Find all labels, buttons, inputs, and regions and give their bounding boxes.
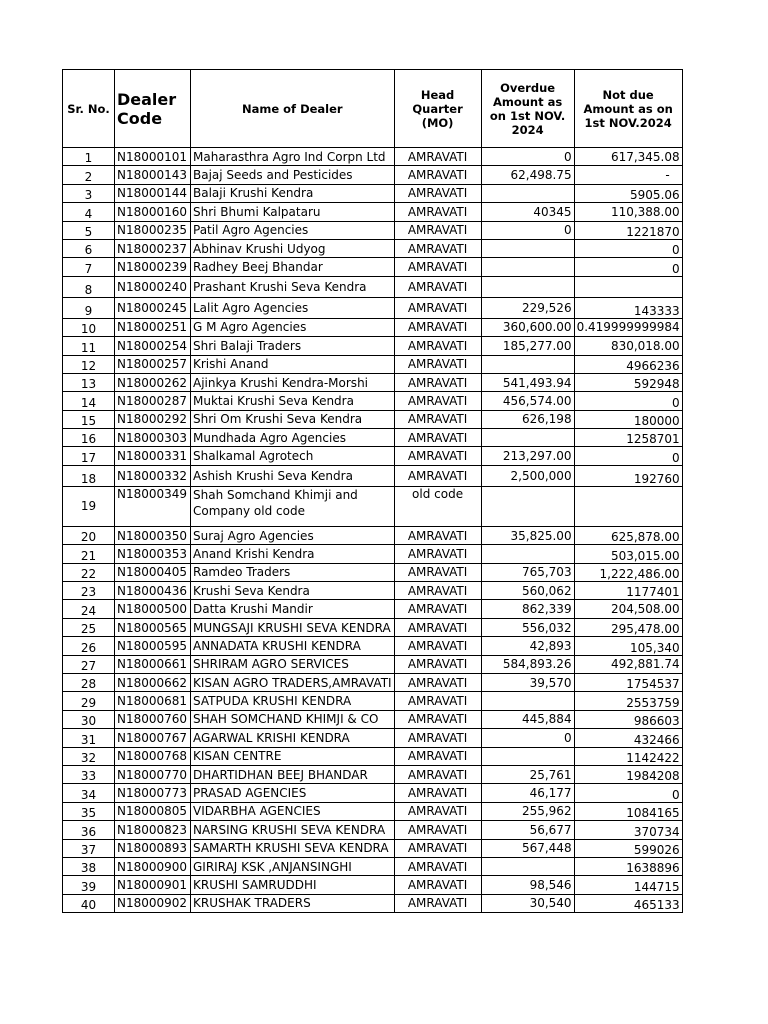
dealer-name-cell: SHRIRAM AGRO SERVICES xyxy=(191,655,395,673)
sr-no-cell: 5 xyxy=(63,221,115,239)
head-quarter-cell: AMRAVATI xyxy=(394,618,481,636)
not-due-amount-cell: 0 xyxy=(574,447,682,465)
head-quarter-cell: AMRAVATI xyxy=(394,637,481,655)
head-quarter-cell: AMRAVATI xyxy=(394,465,481,486)
not-due-amount-cell: 1984208 xyxy=(574,765,682,783)
sr-no-cell: 24 xyxy=(63,600,115,618)
table-row xyxy=(63,802,683,820)
table-row xyxy=(63,392,683,410)
sr-no-cell: 6 xyxy=(63,239,115,257)
not-due-amount-cell: 1177401 xyxy=(574,582,682,600)
overdue-amount-cell: 35,825.00 xyxy=(481,526,574,544)
dealer-code-cell: N18000767 xyxy=(115,729,191,747)
dealer-code-cell: N18000595 xyxy=(115,637,191,655)
sr-no-cell: 31 xyxy=(63,729,115,747)
table-row xyxy=(63,563,683,581)
dealer-code-cell: N18000823 xyxy=(115,821,191,839)
table-row xyxy=(63,148,683,166)
dealer-name-cell: Shri Om Krushi Seva Kendra xyxy=(191,410,395,428)
dealer-code-cell: N18000257 xyxy=(115,355,191,373)
head-quarter-cell: AMRAVATI xyxy=(394,600,481,618)
overdue-amount-cell xyxy=(481,857,574,875)
table-row xyxy=(63,276,683,297)
head-quarter-cell: AMRAVATI xyxy=(394,239,481,257)
head-quarter-cell: AMRAVATI xyxy=(394,337,481,355)
table-row xyxy=(63,655,683,673)
dealer-code-cell: N18000902 xyxy=(115,894,191,912)
not-due-amount-cell: 0 xyxy=(574,258,682,276)
sr-no-cell: 13 xyxy=(63,373,115,391)
not-due-amount-cell: 295,478.00 xyxy=(574,618,682,636)
dealer-name-cell: Shri Bhumi Kalpataru xyxy=(191,203,395,221)
dealer-code-cell: N18000237 xyxy=(115,239,191,257)
overdue-amount-cell xyxy=(481,258,574,276)
dealer-code-cell: N18000681 xyxy=(115,692,191,710)
dealer-code-cell: N18000353 xyxy=(115,545,191,563)
overdue-amount-cell xyxy=(481,239,574,257)
head-quarter-cell: AMRAVATI xyxy=(394,692,481,710)
dealer-name-cell: Muktai Krushi Seva Kendra xyxy=(191,392,395,410)
overdue-amount-cell xyxy=(481,486,574,526)
dealer-code-cell: N18000760 xyxy=(115,710,191,728)
table-row xyxy=(63,673,683,691)
head-quarter-cell: AMRAVATI xyxy=(394,710,481,728)
not-due-amount-cell: 617,345.08 xyxy=(574,148,682,166)
dealer-code-cell: N18000900 xyxy=(115,857,191,875)
overdue-amount-cell xyxy=(481,276,574,297)
sr-no-cell: 23 xyxy=(63,582,115,600)
sr-no-cell: 19 xyxy=(63,486,115,526)
head-quarter-cell: AMRAVATI xyxy=(394,545,481,563)
dealer-code-cell: N18000331 xyxy=(115,447,191,465)
dealer-code-cell: N18000436 xyxy=(115,582,191,600)
not-due-amount-cell: 986603 xyxy=(574,710,682,728)
head-quarter-cell: AMRAVATI xyxy=(394,747,481,765)
sr-no-cell: 8 xyxy=(63,276,115,297)
overdue-amount-cell: 765,703 xyxy=(481,563,574,581)
dealer-name-cell: NARSING KRUSHI SEVA KENDRA xyxy=(191,821,395,839)
sr-no-cell: 27 xyxy=(63,655,115,673)
dealer-name-cell: SAMARTH KRUSHI SEVA KENDRA xyxy=(191,839,395,857)
overdue-amount-cell: 445,884 xyxy=(481,710,574,728)
table-row xyxy=(63,429,683,447)
sr-no-cell: 30 xyxy=(63,710,115,728)
overdue-amount-cell xyxy=(481,355,574,373)
head-quarter-cell: AMRAVATI xyxy=(394,410,481,428)
table-row xyxy=(63,857,683,875)
table-row xyxy=(63,184,683,202)
sr-no-cell: 7 xyxy=(63,258,115,276)
dealer-name-cell: MUNGSAJI KRUSHI SEVA KENDRA xyxy=(191,618,395,636)
dealer-name-cell: G M Agro Agencies xyxy=(191,318,395,336)
dealer-code-cell: N18000805 xyxy=(115,802,191,820)
dealer-name-cell: Lalit Agro Agencies xyxy=(191,297,395,318)
dealer-code-cell: N18000303 xyxy=(115,429,191,447)
not-due-amount-cell: 432466 xyxy=(574,729,682,747)
overdue-amount-cell: 39,570 xyxy=(481,673,574,691)
overdue-amount-cell: 2,500,000 xyxy=(481,465,574,486)
dealer-code-cell: N18000262 xyxy=(115,373,191,391)
table-row xyxy=(63,373,683,391)
dealer-code-cell: N18000768 xyxy=(115,747,191,765)
overdue-amount-cell: 25,761 xyxy=(481,765,574,783)
dealer-code-cell: N18000143 xyxy=(115,166,191,184)
not-due-amount-cell: 0 xyxy=(574,392,682,410)
dealer-name-cell: Krushi Seva Kendra xyxy=(191,582,395,600)
not-due-amount-cell: 204,508.00 xyxy=(574,600,682,618)
not-due-amount-cell: 0 xyxy=(574,784,682,802)
not-due-amount-cell xyxy=(574,486,682,526)
overdue-amount-cell: 30,540 xyxy=(481,894,574,912)
not-due-amount-cell: 1638896 xyxy=(574,857,682,875)
sr-no-cell: 14 xyxy=(63,392,115,410)
head-quarter-cell: AMRAVATI xyxy=(394,729,481,747)
dealer-name-cell: KISAN CENTRE xyxy=(191,747,395,765)
sr-no-cell: 18 xyxy=(63,465,115,486)
dealer-code-cell: N18000770 xyxy=(115,765,191,783)
dealer-name-cell: ANNADATA KRUSHI KENDRA xyxy=(191,637,395,655)
not-due-amount-cell: 503,015.00 xyxy=(574,545,682,563)
table-row xyxy=(63,258,683,276)
overdue-amount-cell: 62,498.75 xyxy=(481,166,574,184)
head-quarter-cell: AMRAVATI xyxy=(394,582,481,600)
dealer-code-cell: N18000160 xyxy=(115,203,191,221)
head-quarter-cell: old code xyxy=(394,486,481,526)
not-due-amount-cell: 370734 xyxy=(574,821,682,839)
table-row xyxy=(63,765,683,783)
table-row xyxy=(63,729,683,747)
sr-no-cell: 34 xyxy=(63,784,115,802)
head-quarter-cell: AMRAVATI xyxy=(394,821,481,839)
header-not-due-amount: Not due Amount as on 1st NOV.2024 xyxy=(574,70,682,148)
table-row xyxy=(63,486,683,526)
overdue-amount-cell: 185,277.00 xyxy=(481,337,574,355)
sr-no-cell: 15 xyxy=(63,410,115,428)
not-due-amount-cell: 110,388.00 xyxy=(574,203,682,221)
not-due-amount-cell: 143333 xyxy=(574,297,682,318)
sr-no-cell: 3 xyxy=(63,184,115,202)
overdue-amount-cell xyxy=(481,429,574,447)
not-due-amount-cell: 105,340 xyxy=(574,637,682,655)
head-quarter-cell: AMRAVATI xyxy=(394,184,481,202)
header-overdue-amount: Overdue Amount as on 1st NOV. 2024 xyxy=(481,70,574,148)
table-row xyxy=(63,784,683,802)
dealer-code-cell: N18000292 xyxy=(115,410,191,428)
sr-no-cell: 36 xyxy=(63,821,115,839)
not-due-amount-cell: 465133 xyxy=(574,894,682,912)
not-due-amount-cell: 1,222,486.00 xyxy=(574,563,682,581)
dealer-name-cell: Abhinav Krushi Udyog xyxy=(191,239,395,257)
head-quarter-cell: AMRAVATI xyxy=(394,429,481,447)
head-quarter-cell: AMRAVATI xyxy=(394,857,481,875)
dealer-code-cell: N18000332 xyxy=(115,465,191,486)
table-row xyxy=(63,297,683,318)
overdue-amount-cell: 584,893.26 xyxy=(481,655,574,673)
table-row xyxy=(63,203,683,221)
table-row xyxy=(63,410,683,428)
head-quarter-cell: AMRAVATI xyxy=(394,297,481,318)
overdue-amount-cell: 560,062 xyxy=(481,582,574,600)
dealer-name-cell: Bajaj Seeds and Pesticides xyxy=(191,166,395,184)
table-row xyxy=(63,876,683,894)
not-due-amount-cell: 1754537 xyxy=(574,673,682,691)
head-quarter-cell: AMRAVATI xyxy=(394,876,481,894)
sr-no-cell: 40 xyxy=(63,894,115,912)
sr-no-cell: 21 xyxy=(63,545,115,563)
dealer-name-cell: VIDARBHA AGENCIES xyxy=(191,802,395,820)
dealer-code-cell: N18000240 xyxy=(115,276,191,297)
sr-no-cell: 32 xyxy=(63,747,115,765)
header-head-quarter: Head Quarter (MO) xyxy=(394,70,481,148)
dealer-name-cell: Shalkamal Agrotech xyxy=(191,447,395,465)
dealer-name-cell: Shri Balaji Traders xyxy=(191,337,395,355)
sr-no-cell: 20 xyxy=(63,526,115,544)
dealer-name-cell: Ramdeo Traders xyxy=(191,563,395,581)
overdue-amount-cell: 456,574.00 xyxy=(481,392,574,410)
header-row xyxy=(63,70,683,148)
not-due-amount-cell: 180000 xyxy=(574,410,682,428)
table-row xyxy=(63,747,683,765)
table-row xyxy=(63,337,683,355)
head-quarter-cell: AMRAVATI xyxy=(394,166,481,184)
dealer-name-cell: Patil Agro Agencies xyxy=(191,221,395,239)
sr-no-cell: 29 xyxy=(63,692,115,710)
dealer-name-cell: GIRIRAJ KSK ,ANJANSINGHI xyxy=(191,857,395,875)
not-due-amount-cell: 1221870 xyxy=(574,221,682,239)
head-quarter-cell: AMRAVATI xyxy=(394,526,481,544)
sr-no-cell: 22 xyxy=(63,563,115,581)
dealer-name-cell: KRUSHAK TRADERS xyxy=(191,894,395,912)
sr-no-cell: 38 xyxy=(63,857,115,875)
sr-no-cell: 1 xyxy=(63,148,115,166)
sr-no-cell: 26 xyxy=(63,637,115,655)
head-quarter-cell: AMRAVATI xyxy=(394,784,481,802)
not-due-amount-cell: 592948 xyxy=(574,373,682,391)
sr-no-cell: 25 xyxy=(63,618,115,636)
dealer-code-cell: N18000251 xyxy=(115,318,191,336)
not-due-amount-cell: - xyxy=(574,166,682,184)
dealer-name-cell: Radhey Beej Bhandar xyxy=(191,258,395,276)
dealer-name-cell: KRUSHI SAMRUDDHI xyxy=(191,876,395,894)
dealer-name-cell: PRASAD AGENCIES xyxy=(191,784,395,802)
sr-no-cell: 33 xyxy=(63,765,115,783)
overdue-amount-cell xyxy=(481,184,574,202)
sr-no-cell: 35 xyxy=(63,802,115,820)
head-quarter-cell: AMRAVATI xyxy=(394,894,481,912)
table-body xyxy=(63,148,683,913)
head-quarter-cell: AMRAVATI xyxy=(394,563,481,581)
dealer-name-cell: SATPUDA KRUSHI KENDRA xyxy=(191,692,395,710)
head-quarter-cell: AMRAVATI xyxy=(394,148,481,166)
sr-no-cell: 17 xyxy=(63,447,115,465)
dealer-name-cell: KISAN AGRO TRADERS,AMRAVATI xyxy=(191,673,395,691)
header-dealer-code: Dealer Code xyxy=(115,70,191,148)
dealer-code-cell: N18000245 xyxy=(115,297,191,318)
not-due-amount-cell: 1258701 xyxy=(574,429,682,447)
table-row xyxy=(63,355,683,373)
dealer-name-cell: Suraj Agro Agencies xyxy=(191,526,395,544)
overdue-amount-cell: 229,526 xyxy=(481,297,574,318)
overdue-amount-cell xyxy=(481,692,574,710)
table-row xyxy=(63,447,683,465)
head-quarter-cell: AMRAVATI xyxy=(394,355,481,373)
dealer-code-cell: N18000901 xyxy=(115,876,191,894)
not-due-amount-cell: 4966236 xyxy=(574,355,682,373)
sr-no-cell: 2 xyxy=(63,166,115,184)
dealer-code-cell: N18000349 xyxy=(115,486,191,526)
dealer-name-cell: Shah Somchand Khimji and Company old code xyxy=(191,486,395,526)
overdue-amount-cell xyxy=(481,545,574,563)
overdue-amount-cell: 40345 xyxy=(481,203,574,221)
not-due-amount-cell: 599026 xyxy=(574,839,682,857)
sr-no-cell: 9 xyxy=(63,297,115,318)
dealer-code-cell: N18000239 xyxy=(115,258,191,276)
head-quarter-cell: AMRAVATI xyxy=(394,276,481,297)
dealer-name-cell: Krishi Anand xyxy=(191,355,395,373)
dealer-code-cell: N18000350 xyxy=(115,526,191,544)
head-quarter-cell: AMRAVATI xyxy=(394,839,481,857)
not-due-amount-cell: 2553759 xyxy=(574,692,682,710)
not-due-amount-cell: 830,018.00 xyxy=(574,337,682,355)
dealer-name-cell: Prashant Krushi Seva Kendra xyxy=(191,276,395,297)
dealer-name-cell: Maharasthra Agro Ind Corpn Ltd xyxy=(191,148,395,166)
dealer-name-cell: AGARWAL KRISHI KENDRA xyxy=(191,729,395,747)
not-due-amount-cell: 0.419999999984 xyxy=(574,318,682,336)
overdue-amount-cell: 42,893 xyxy=(481,637,574,655)
not-due-amount-cell: 1142422 xyxy=(574,747,682,765)
table-row xyxy=(63,166,683,184)
table-row xyxy=(63,637,683,655)
head-quarter-cell: AMRAVATI xyxy=(394,655,481,673)
overdue-amount-cell: 360,600.00 xyxy=(481,318,574,336)
dealer-code-cell: N18000662 xyxy=(115,673,191,691)
sr-no-cell: 39 xyxy=(63,876,115,894)
head-quarter-cell: AMRAVATI xyxy=(394,221,481,239)
dealer-code-cell: N18000893 xyxy=(115,839,191,857)
table-row xyxy=(63,526,683,544)
overdue-amount-cell: 0 xyxy=(481,148,574,166)
dealer-code-cell: N18000144 xyxy=(115,184,191,202)
sr-no-cell: 4 xyxy=(63,203,115,221)
table-row xyxy=(63,710,683,728)
head-quarter-cell: AMRAVATI xyxy=(394,392,481,410)
table-row xyxy=(63,600,683,618)
not-due-amount-cell: 5905.06 xyxy=(574,184,682,202)
sr-no-cell: 10 xyxy=(63,318,115,336)
overdue-amount-cell: 56,677 xyxy=(481,821,574,839)
table-row xyxy=(63,465,683,486)
overdue-amount-cell: 213,297.00 xyxy=(481,447,574,465)
table-row xyxy=(63,821,683,839)
overdue-amount-cell xyxy=(481,747,574,765)
table-row xyxy=(63,221,683,239)
not-due-amount-cell: 492,881.74 xyxy=(574,655,682,673)
dealer-name-cell: Ashish Krushi Seva Kendra xyxy=(191,465,395,486)
dealer-code-cell: N18000235 xyxy=(115,221,191,239)
sr-no-cell: 11 xyxy=(63,337,115,355)
dealer-code-cell: N18000405 xyxy=(115,563,191,581)
table-row xyxy=(63,318,683,336)
table-row xyxy=(63,692,683,710)
dealer-name-cell: Datta Krushi Mandir xyxy=(191,600,395,618)
not-due-amount-cell: 144715 xyxy=(574,876,682,894)
overdue-amount-cell: 567,448 xyxy=(481,839,574,857)
header-sr-no: Sr. No. xyxy=(63,70,115,148)
header-dealer-name: Name of Dealer xyxy=(191,70,395,148)
dealer-name-cell: SHAH SOMCHAND KHIMJI & CO xyxy=(191,710,395,728)
sr-no-cell: 37 xyxy=(63,839,115,857)
table-row xyxy=(63,239,683,257)
dealer-name-cell: Anand Krishi Kendra xyxy=(191,545,395,563)
not-due-amount-cell: 0 xyxy=(574,239,682,257)
dealer-code-cell: N18000661 xyxy=(115,655,191,673)
table-row xyxy=(63,894,683,912)
overdue-amount-cell: 46,177 xyxy=(481,784,574,802)
head-quarter-cell: AMRAVATI xyxy=(394,447,481,465)
head-quarter-cell: AMRAVATI xyxy=(394,673,481,691)
dealer-code-cell: N18000500 xyxy=(115,600,191,618)
dealer-name-cell: Mundhada Agro Agencies xyxy=(191,429,395,447)
table-row xyxy=(63,839,683,857)
head-quarter-cell: AMRAVATI xyxy=(394,373,481,391)
head-quarter-cell: AMRAVATI xyxy=(394,203,481,221)
table-row xyxy=(63,582,683,600)
head-quarter-cell: AMRAVATI xyxy=(394,258,481,276)
dealer-name-cell: Ajinkya Krushi Kendra-Morshi xyxy=(191,373,395,391)
overdue-amount-cell: 0 xyxy=(481,729,574,747)
dealer-code-cell: N18000101 xyxy=(115,148,191,166)
table-row xyxy=(63,545,683,563)
overdue-amount-cell: 626,198 xyxy=(481,410,574,428)
dealer-name-cell: Balaji Krushi Kendra xyxy=(191,184,395,202)
dealer-code-cell: N18000773 xyxy=(115,784,191,802)
dealer-outstanding-table xyxy=(62,69,683,913)
overdue-amount-cell: 0 xyxy=(481,221,574,239)
not-due-amount-cell xyxy=(574,276,682,297)
not-due-amount-cell: 1084165 xyxy=(574,802,682,820)
head-quarter-cell: AMRAVATI xyxy=(394,802,481,820)
overdue-amount-cell: 541,493.94 xyxy=(481,373,574,391)
head-quarter-cell: AMRAVATI xyxy=(394,318,481,336)
dealer-code-cell: N18000565 xyxy=(115,618,191,636)
overdue-amount-cell: 98,546 xyxy=(481,876,574,894)
sr-no-cell: 12 xyxy=(63,355,115,373)
overdue-amount-cell: 862,339 xyxy=(481,600,574,618)
not-due-amount-cell: 192760 xyxy=(574,465,682,486)
dealer-code-cell: N18000254 xyxy=(115,337,191,355)
sr-no-cell: 16 xyxy=(63,429,115,447)
head-quarter-cell: AMRAVATI xyxy=(394,765,481,783)
table-row xyxy=(63,618,683,636)
dealer-code-cell: N18000287 xyxy=(115,392,191,410)
dealer-name-cell: DHARTIDHAN BEEJ BHANDAR xyxy=(191,765,395,783)
sr-no-cell: 28 xyxy=(63,673,115,691)
overdue-amount-cell: 556,032 xyxy=(481,618,574,636)
overdue-amount-cell: 255,962 xyxy=(481,802,574,820)
not-due-amount-cell: 625,878.00 xyxy=(574,526,682,544)
